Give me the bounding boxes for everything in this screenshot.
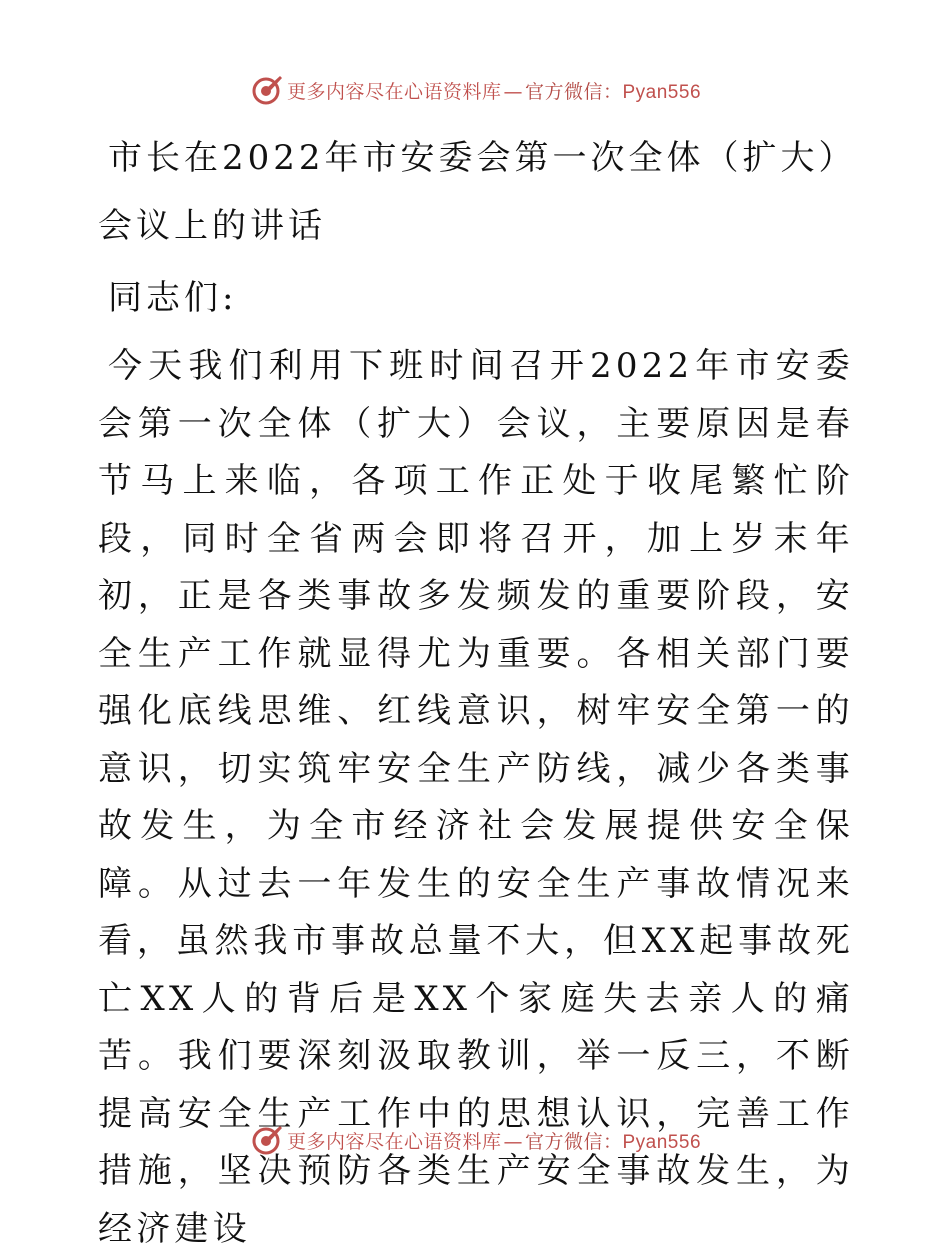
document-title: 市长在2022年市安委会第一次全体（扩大）会议上的讲话 — [98, 138, 840, 246]
document-body — [98, 124, 854, 1258]
banner-separator: — — [503, 80, 523, 103]
banner-separator: — — [503, 1130, 523, 1153]
pen-logo-icon — [249, 1123, 283, 1157]
banner-wechat-id: Pyan556 — [622, 1131, 702, 1153]
banner-site-text: 更多内容尽在心语资料库 — [286, 80, 502, 103]
banner-wechat-label: 官方微信： — [524, 1130, 623, 1153]
footer-banner — [0, 1120, 950, 1160]
body-paragraph: 今天我们利用下班时间召开2022年市安委会第一次全体（扩大）会议，主要原因是春节马上来临，各项工作正处于收尾繁忙阶段，同时全省两会即将召开，加上岁末年初，正是各类事故多发频发的重要阶段，安全生产工作就显得尤为重要。各相关部门要强化底线思维、红线意识，树牢安全第一的意识，切实筑牢安全生产防线，减少各类事故发生，为全市经济社会发展提供安全保障。从过去一年发生的安全生产事故情况来看，虽然我市事故总量不大，但XX起事故死亡XX人的背后是XX个家庭失去亲人的痛苦。我们要深刻汲取教训，举一反三，不断提高安全生产工作中的思想认识，完善工作措施，坚决预防各类生产安全事故发生，为经济建设 — [98, 346, 854, 1249]
banner-site-text: 更多内容尽在心语资料库 — [286, 1130, 502, 1153]
greeting: 同志们: — [108, 278, 238, 318]
banner-wechat-label: 官方微信： — [524, 80, 623, 103]
banner-wechat-id: Pyan556 — [622, 81, 702, 103]
header-banner — [0, 70, 950, 110]
pen-logo-icon — [249, 73, 283, 107]
